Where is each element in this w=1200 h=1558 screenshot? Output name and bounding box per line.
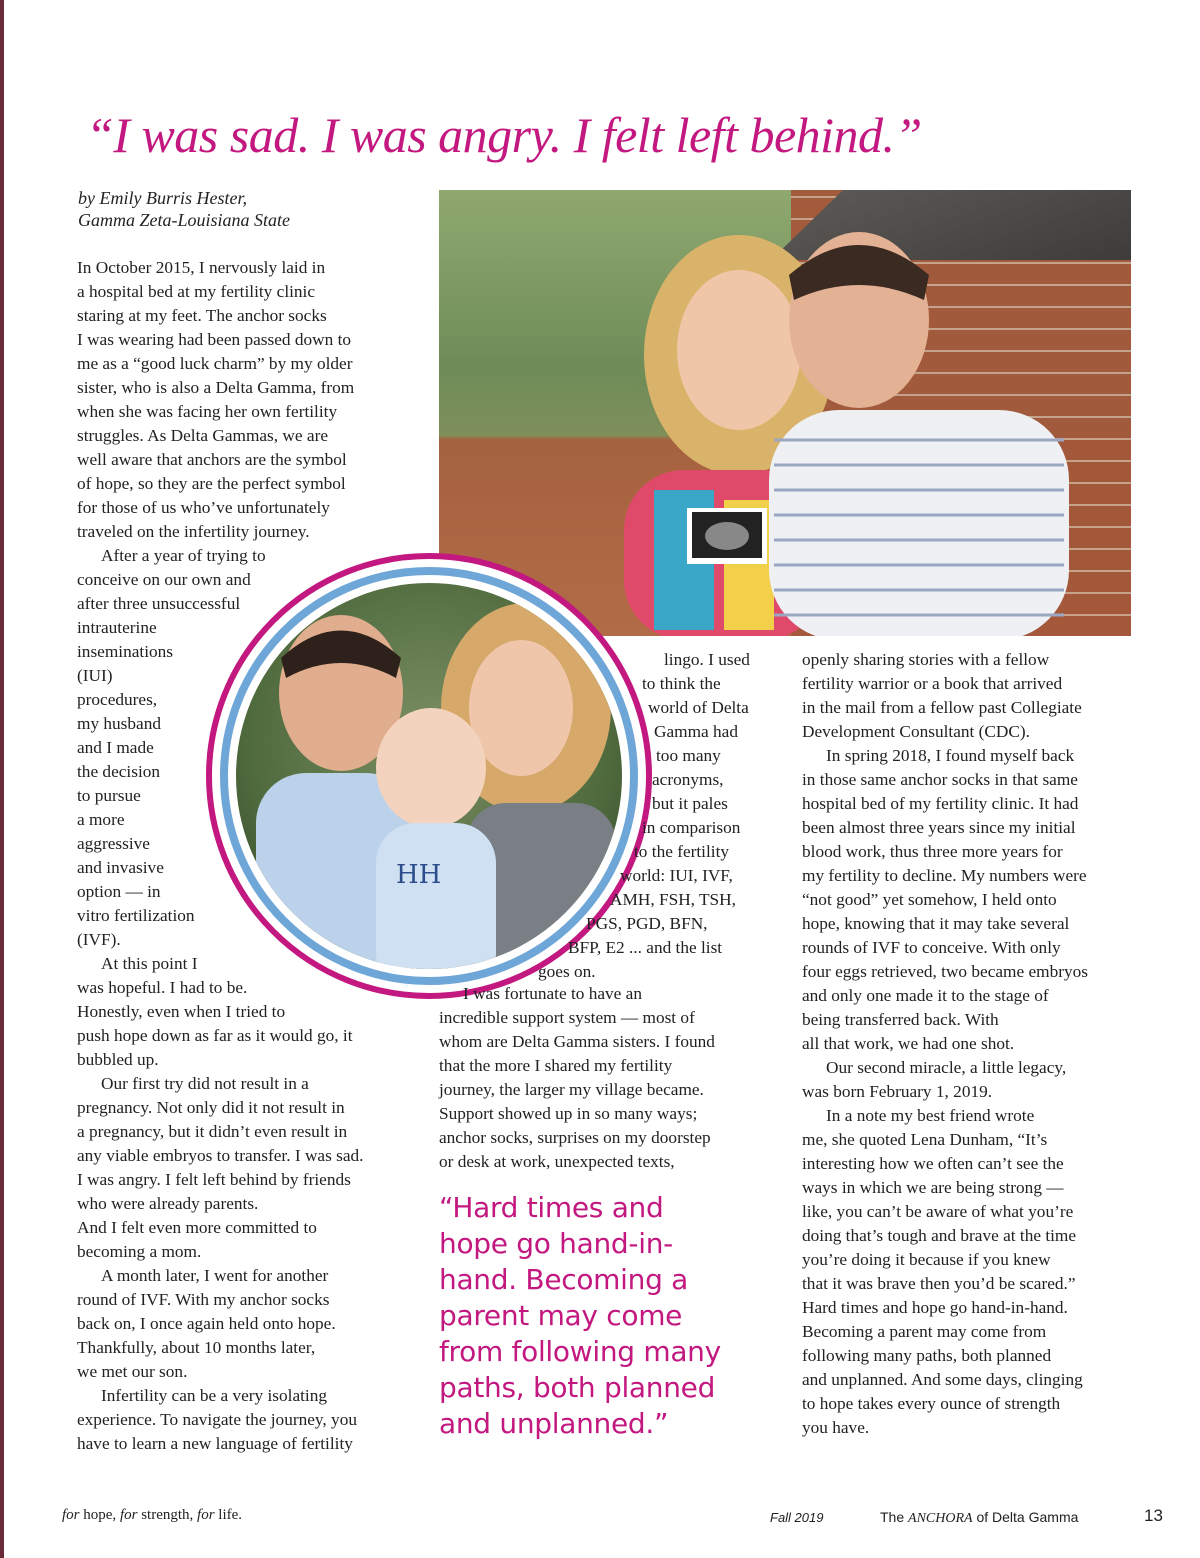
- text-line: inseminations: [77, 642, 174, 661]
- text-line: hand. Becoming a: [439, 1263, 689, 1296]
- text-line: being transferred back. With: [802, 1010, 999, 1029]
- text-line: After a year of trying to: [101, 546, 266, 565]
- text-line: of hope, so they are the perfect symbol: [77, 474, 346, 493]
- text-line: and I made: [77, 738, 154, 757]
- tagline-for: for: [62, 1507, 80, 1523]
- text-line: after three unsuccessful: [77, 594, 241, 613]
- text-line: in comparison: [642, 818, 741, 837]
- text-line: In October 2015, I nervously laid in: [77, 258, 326, 277]
- text-line: too many: [656, 746, 721, 765]
- text-line: paths, both planned: [439, 1371, 716, 1404]
- footer-publication: [880, 1509, 1078, 1527]
- text-line: back on, I once again held onto hope.: [77, 1314, 336, 1333]
- text-line: we met our son.: [77, 1362, 188, 1381]
- text-line: that the more I shared my fertility: [439, 1056, 673, 1075]
- text-line: and only one made it to the stage of: [802, 986, 1049, 1005]
- pub-the: The: [880, 1509, 909, 1525]
- text-line: and unplanned. And some days, clinging: [802, 1370, 1083, 1389]
- text-line: acronyms,: [652, 770, 724, 789]
- column-2-wrap-text: [0, 648, 800, 984]
- text-line: aggressive: [77, 834, 150, 853]
- byline: [78, 187, 290, 231]
- text-line: lingo. I used: [664, 650, 750, 669]
- tagline-for: for: [197, 1507, 215, 1523]
- text-line: to hope takes every ounce of strength: [802, 1394, 1061, 1413]
- text-line: following many paths, both planned: [802, 1346, 1052, 1365]
- text-line: In spring 2018, I found myself back: [826, 746, 1075, 765]
- text-line: blood work, thus three more years for: [802, 842, 1063, 861]
- text-line: and invasive: [77, 858, 164, 877]
- column-3-text: [802, 648, 1088, 1440]
- text-line: well aware that anchors are the symbol: [77, 450, 347, 469]
- text-line: traveled on the infertility journey.: [77, 522, 310, 541]
- text-line: interesting how we often can’t see the: [802, 1154, 1064, 1173]
- text-line: a more: [77, 810, 125, 829]
- text-line: Support showed up in so many ways;: [439, 1104, 698, 1123]
- text-line: fertility warrior or a book that arrived: [802, 674, 1063, 693]
- tagline-hope: hope,: [79, 1507, 120, 1523]
- text-line: been almost three years since my initial: [802, 818, 1076, 837]
- text-line: for those of us who’ve unfortunately: [77, 498, 330, 517]
- text-line: a hospital bed at my fertility clinic: [77, 282, 316, 301]
- text-line: conceive on our own and: [77, 570, 251, 589]
- column-2-wrap: [0, 648, 800, 984]
- column-2-text: [439, 982, 715, 1174]
- pub-rest: of Delta Gamma: [972, 1509, 1079, 1525]
- text-line: becoming a mom.: [77, 1242, 202, 1261]
- text-line: hope go hand-in-: [439, 1227, 673, 1260]
- text-line: intrauterine: [77, 618, 157, 637]
- couple-photo-figures: [439, 190, 1131, 636]
- footer-season: Fall 2019: [770, 1510, 824, 1525]
- text-line: hope, knowing that it may take several: [802, 914, 1070, 933]
- text-line: hospital bed of my fertility clinic. It had: [802, 794, 1079, 813]
- text-line: PGS, PGD, BFN,: [586, 914, 708, 933]
- text-line: you’re doing it because if you knew: [802, 1250, 1051, 1269]
- text-line: I was wearing had been passed down to: [77, 330, 352, 349]
- text-line: and unplanned.”: [439, 1407, 669, 1440]
- footer-tagline: [62, 1507, 242, 1524]
- text-line: In a note my best friend wrote: [826, 1106, 1035, 1125]
- text-line: (IUI): [77, 666, 113, 685]
- byline-author: by Emily Burris Hester,: [78, 188, 247, 208]
- text-line: who were already parents.: [77, 1194, 259, 1213]
- text-line: bubbled up.: [77, 1050, 159, 1069]
- text-line: me as a “good luck charm” by my older: [77, 354, 353, 373]
- text-line: procedures,: [77, 690, 158, 709]
- text-line: Hard times and hope go hand-in-hand.: [802, 1298, 1068, 1317]
- text-line: (IVF).: [77, 930, 121, 949]
- text-line: to think the: [642, 674, 721, 693]
- byline-chapter: Gamma Zeta-Louisiana State: [78, 210, 291, 230]
- text-line: the decision: [77, 762, 161, 781]
- text-line: option — in: [77, 882, 161, 901]
- text-line: was hopeful. I had to be.: [77, 978, 248, 997]
- text-line: world: IUI, IVF,: [620, 866, 733, 885]
- text-line: At this point I: [101, 954, 198, 973]
- text-line: pregnancy. Not only did it not result in: [77, 1098, 345, 1117]
- text-line: world of Delta: [648, 698, 749, 717]
- text-line: “Hard times and: [439, 1191, 664, 1224]
- text-line: was born February 1, 2019.: [802, 1082, 993, 1101]
- text-line: you have.: [802, 1418, 870, 1437]
- text-line: sister, who is also a Delta Gamma, from: [77, 378, 355, 397]
- text-line: like, you can’t be aware of what you’re: [802, 1202, 1074, 1221]
- text-line: have to learn a new language of fertility: [77, 1434, 353, 1453]
- text-line: round of IVF. With my anchor socks: [77, 1290, 330, 1309]
- text-line: rounds of IVF to conceive. With only: [802, 938, 1061, 957]
- text-line: a pregnancy, but it didn’t even result in: [77, 1122, 348, 1141]
- pull-quote-text: [439, 1190, 759, 1442]
- text-line: Our first try did not result in a: [101, 1074, 309, 1093]
- text-line: “not good” yet somehow, I held onto: [802, 890, 1057, 909]
- text-line: Gamma had: [654, 722, 738, 741]
- text-line: journey, the larger my village became.: [439, 1080, 704, 1099]
- text-line: experience. To navigate the journey, you: [77, 1410, 357, 1429]
- page-number: 13: [1144, 1506, 1163, 1525]
- text-line: four eggs retrieved, two became embryos: [802, 962, 1088, 981]
- text-line: but it pales: [652, 794, 728, 813]
- text-line: Thankfully, about 10 months later,: [77, 1338, 316, 1357]
- text-line: Our second miracle, a little legacy,: [826, 1058, 1067, 1077]
- text-line: parent may come: [439, 1299, 683, 1332]
- text-line: anchor socks, surprises on my doorstep: [439, 1128, 711, 1147]
- text-line: staring at my feet. The anchor socks: [77, 306, 327, 325]
- text-line: my fertility to decline. My numbers were: [802, 866, 1087, 885]
- svg-text:HH: HH: [396, 860, 442, 890]
- text-line: A month later, I went for another: [101, 1266, 329, 1285]
- text-line: when she was facing her own fertility: [77, 402, 338, 421]
- text-line: And I felt even more committed to: [77, 1218, 317, 1237]
- text-line: me, she quoted Lena Dunham, “It’s: [802, 1130, 1048, 1149]
- text-line: my husband: [77, 714, 162, 733]
- text-line: vitro fertilization: [77, 906, 195, 925]
- text-line: all that work, we had one shot.: [802, 1034, 1015, 1053]
- text-line: AMH, FSH, TSH,: [610, 890, 736, 909]
- article-headline: “I was sad. I was angry. I felt left behind.”: [86, 107, 922, 163]
- text-line: openly sharing stories with a fellow: [802, 650, 1050, 669]
- couple-photo: [439, 190, 1131, 636]
- column-3: [802, 648, 1088, 1440]
- text-line: Becoming a parent may come from: [802, 1322, 1047, 1341]
- text-line: push hope down as far as it would go, it: [77, 1026, 353, 1045]
- text-line: or desk at work, unexpected texts,: [439, 1152, 675, 1171]
- text-line: incredible support system — most of: [439, 1008, 695, 1027]
- text-line: Infertility can be a very isolating: [101, 1386, 328, 1405]
- text-line: Development Consultant (CDC).: [802, 722, 1030, 741]
- pub-anchora: ANCHORA: [908, 1511, 973, 1526]
- text-line: I was fortunate to have an: [463, 984, 642, 1003]
- text-line: doing that’s tough and brave at the time: [802, 1226, 1077, 1245]
- text-line: Honestly, even when I tried to: [77, 1002, 286, 1021]
- text-line: in the mail from a fellow past Collegiate: [802, 698, 1082, 717]
- text-line: in those same anchor socks in that same: [802, 770, 1078, 789]
- text-line: I was angry. I felt left behind by friends: [77, 1170, 351, 1189]
- text-line: any viable embryos to transfer. I was sad.: [77, 1146, 364, 1165]
- text-line: from following many: [439, 1335, 721, 1368]
- text-line: BFP, E2 ... and the list: [568, 938, 723, 957]
- text-line: that it was brave then you’d be scared.”: [802, 1274, 1076, 1293]
- pull-quote: [439, 1190, 759, 1442]
- text-line: ways in which we are being strong —: [802, 1178, 1064, 1197]
- text-line: struggles. As Delta Gammas, we are: [77, 426, 328, 445]
- tagline-life: life.: [214, 1507, 243, 1523]
- text-line: to pursue: [77, 786, 141, 805]
- tagline-for: for: [119, 1507, 138, 1523]
- column-2: [439, 982, 715, 1174]
- text-line: to the fertility: [634, 842, 730, 861]
- text-line: goes on.: [538, 962, 596, 981]
- tagline-strength: strength,: [137, 1507, 198, 1523]
- text-line: whom are Delta Gamma sisters. I found: [439, 1032, 715, 1051]
